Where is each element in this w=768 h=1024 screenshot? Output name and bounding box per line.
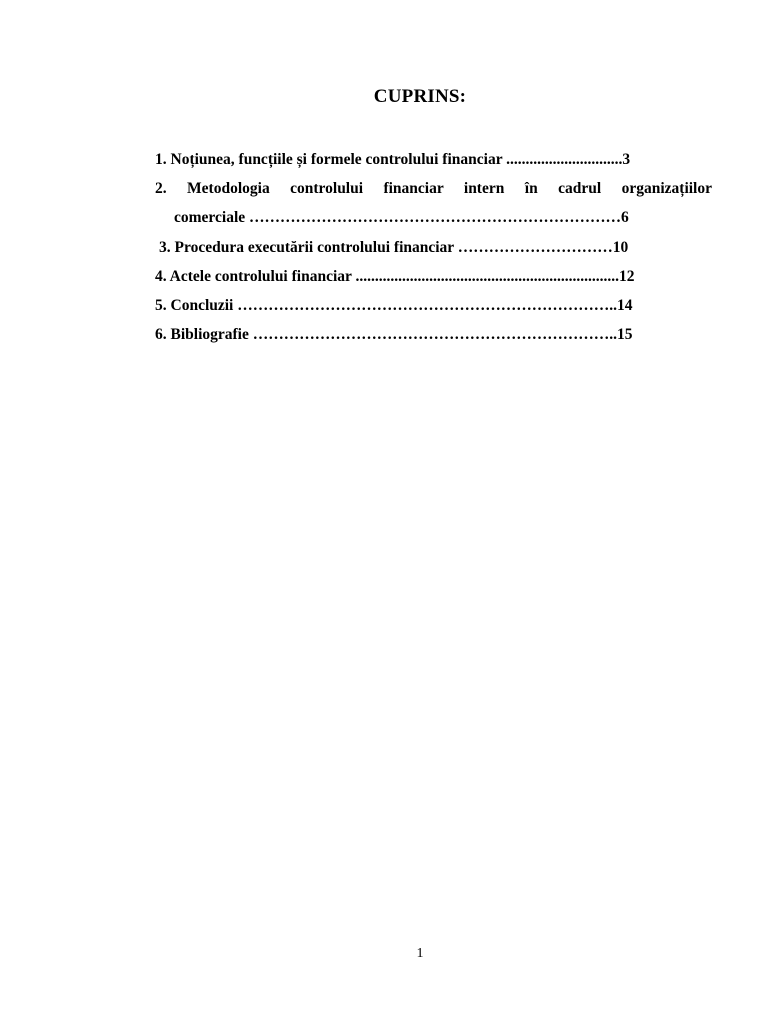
page-title: CUPRINS: xyxy=(373,86,467,107)
page-number: 1 xyxy=(416,946,424,961)
toc-entry-3: 3. Procedura executării controlului financiar …………………………10 xyxy=(159,239,629,256)
toc-entry-6: 6. Bibliografie ……………………………………………………………..15 xyxy=(155,326,633,343)
toc-entry-5: 5. Concluzii ………………………………………………………………..14 xyxy=(155,297,633,314)
toc-entry-1: 1. Noțiunea, funcțiile și formele controlului financiar ..............................3 xyxy=(155,151,631,168)
toc-entry-4: 4. Actele controlului financiar ....................................................................12 xyxy=(155,268,635,285)
toc-entry-2: 2. Metodologia controlului financiar intern în cadrul organizațiilor xyxy=(155,180,712,197)
toc-entry-2-continuation: comerciale ………………………………………………………………6 xyxy=(174,209,629,226)
